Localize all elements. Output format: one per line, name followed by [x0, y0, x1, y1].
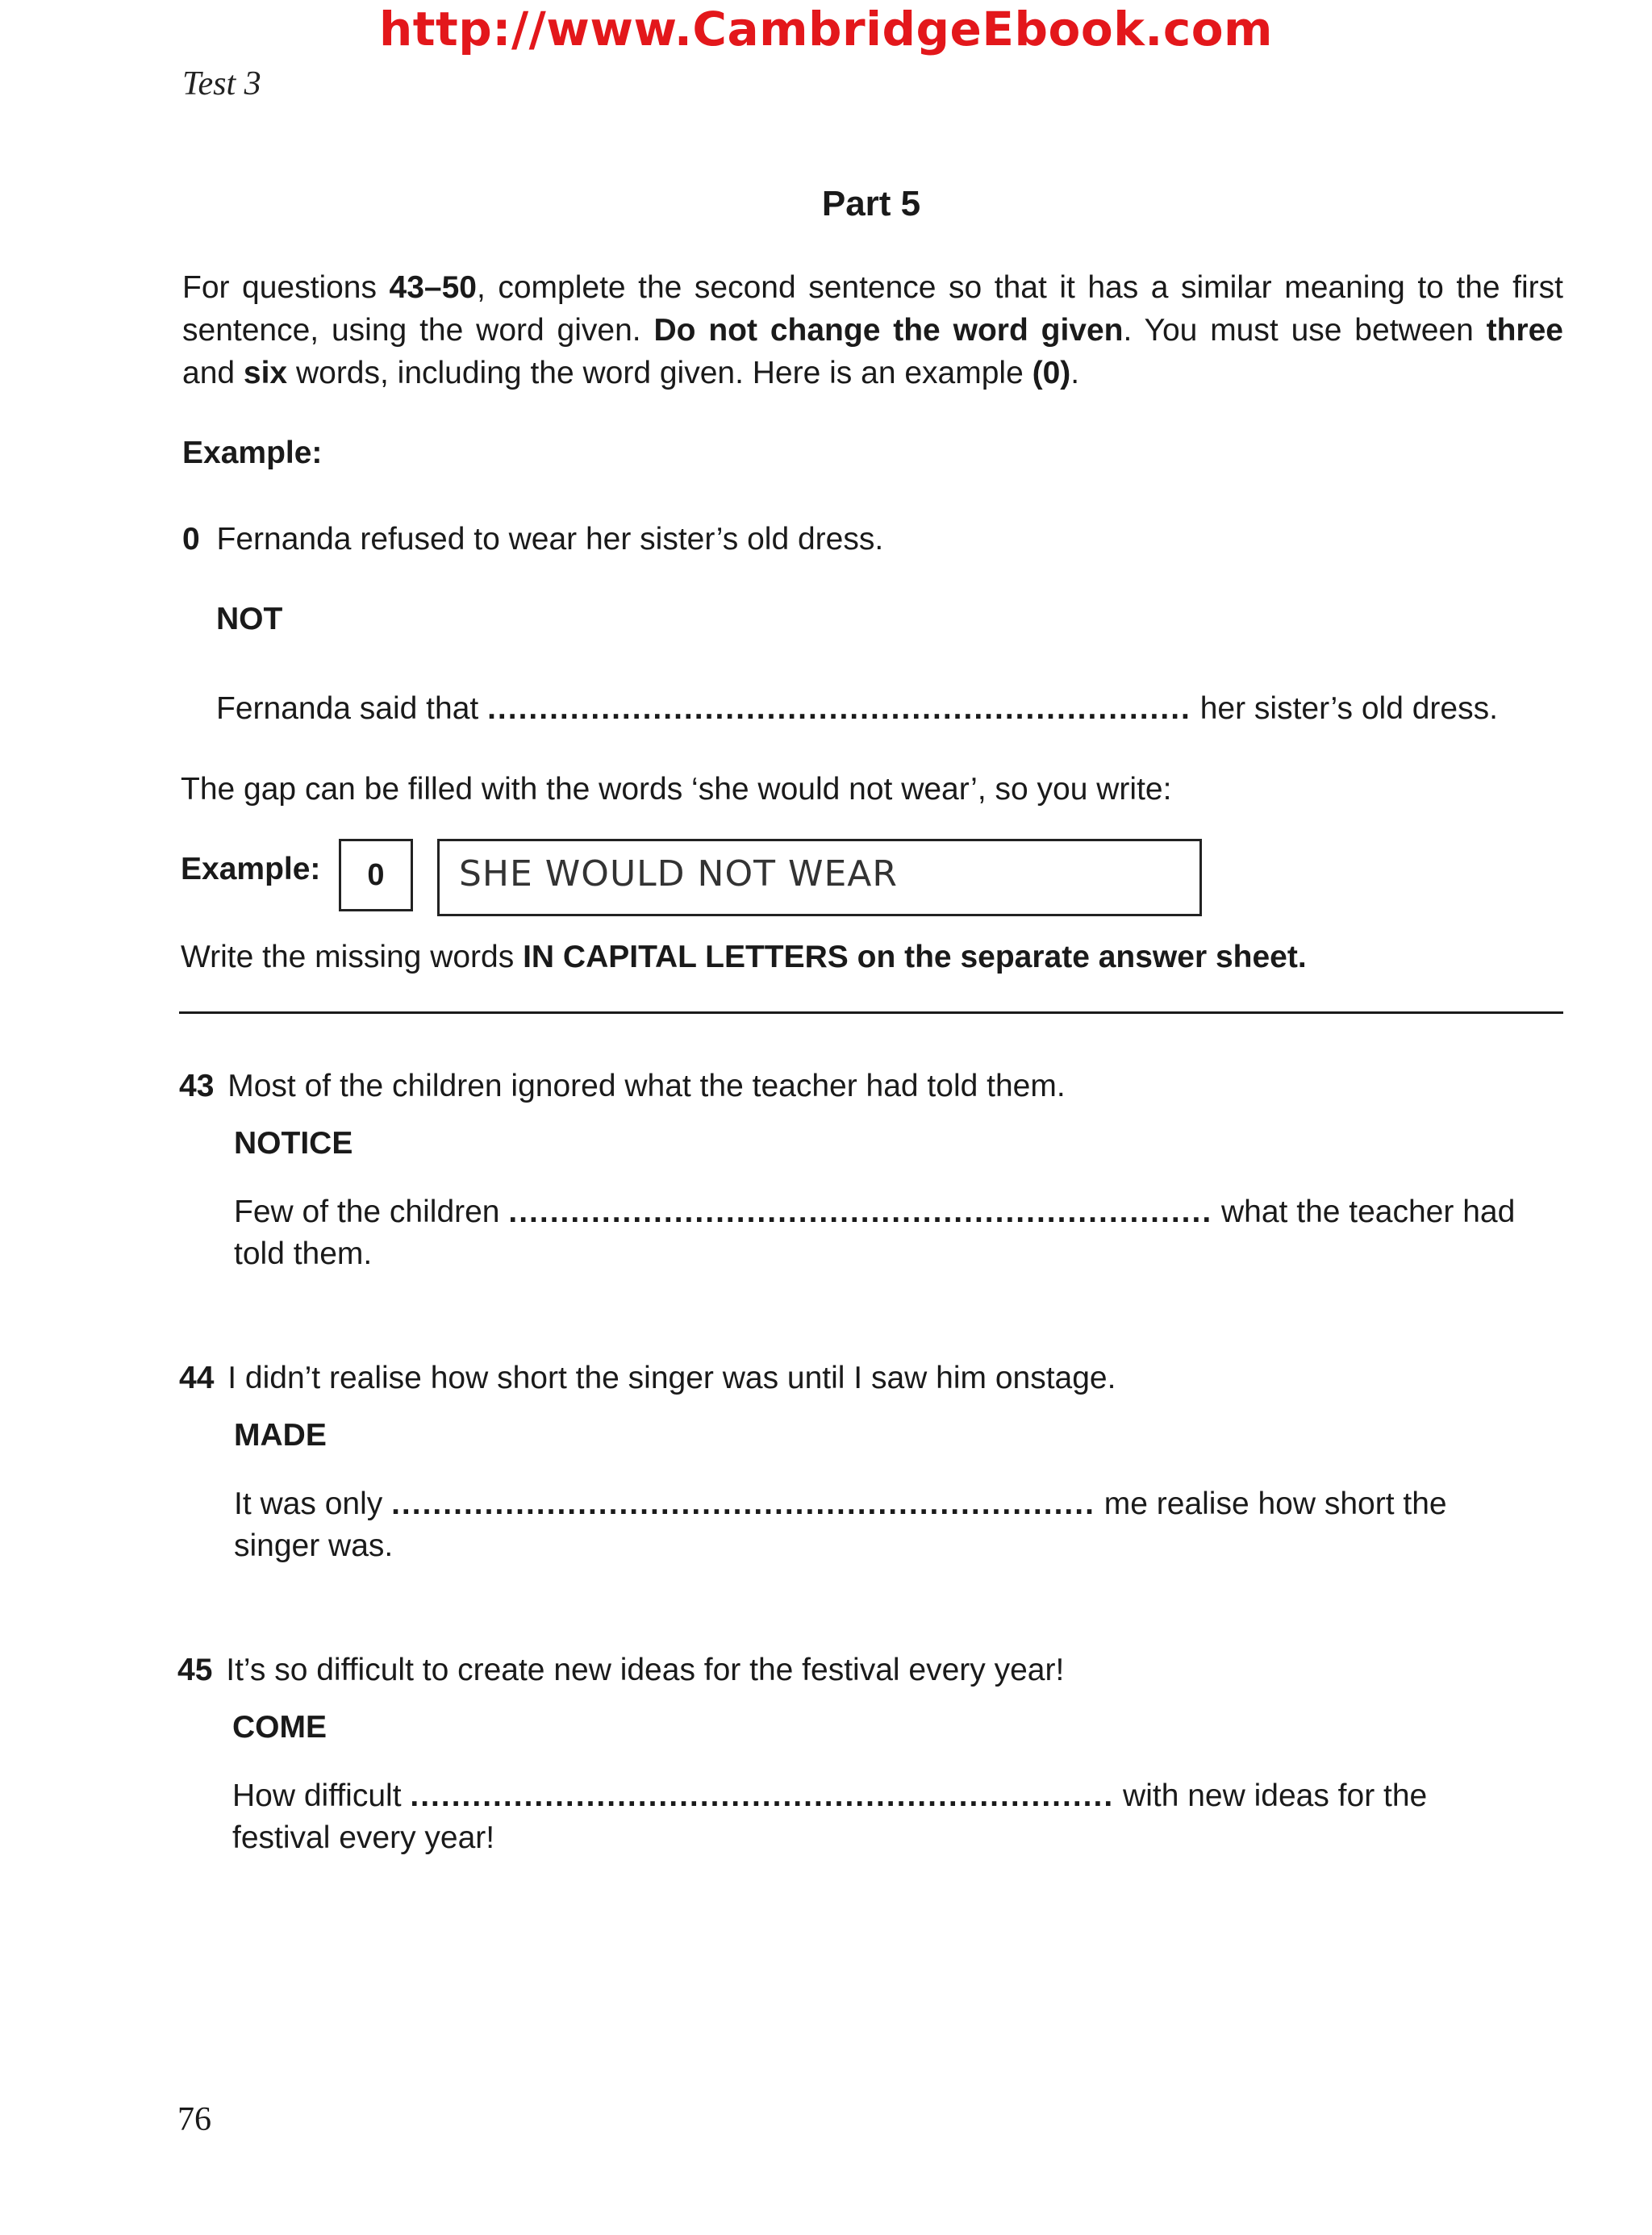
- question-number: 43: [179, 1069, 215, 1103]
- question-45-continuation: festival every year!: [232, 1820, 495, 1855]
- question-number: 44: [179, 1361, 215, 1395]
- question-sentence: Most of the children ignored what the teacher had told them.: [227, 1069, 1066, 1103]
- question-44-continuation: singer was.: [234, 1528, 394, 1563]
- example-gap-end: her sister’s old dress.: [1199, 691, 1498, 726]
- example-answer-box: SHE WOULD NOT WEAR: [437, 839, 1202, 916]
- gap-start: It was only: [234, 1487, 383, 1521]
- question-sentence: I didn’t realise how short the singer was until I saw him onstage.: [227, 1361, 1116, 1395]
- example-heading: Example:: [182, 436, 323, 470]
- answer-gap-dots: ....................................................................: [508, 1195, 1213, 1229]
- page-number: 76: [177, 2101, 211, 2138]
- instructions-text: and: [182, 356, 244, 390]
- instructions: [182, 266, 1563, 394]
- question-45-gap-line: [232, 1774, 1427, 1817]
- question-44-keyword: MADE: [234, 1418, 327, 1453]
- question-44-sentence-line: [179, 1357, 1116, 1399]
- question-43-keyword: NOTICE: [234, 1126, 353, 1161]
- gap-start: How difficult: [232, 1778, 402, 1813]
- write-instruction-text: Write the missing words: [181, 940, 524, 974]
- gap-end: me realise how short the: [1103, 1487, 1447, 1521]
- instructions-text: words, including the word given. Here is an example: [287, 356, 1032, 390]
- instructions-text: . You must use between: [1123, 313, 1487, 348]
- answer-gap-dots: ....................................................................: [391, 1487, 1095, 1521]
- example-keyword: NOT: [216, 602, 283, 636]
- question-43-continuation: told them.: [234, 1236, 373, 1271]
- write-instruction-emphasis: IN CAPITAL LETTERS on the separate answer sheet.: [523, 940, 1307, 974]
- question-43-sentence-line: [179, 1065, 1066, 1107]
- example-box-label: Example:: [181, 852, 321, 886]
- example-box-number: 0: [339, 839, 413, 911]
- instructions-text: , complete the second sentence so that it has a similar meaning to the first sentence, using the word given.: [182, 270, 1563, 348]
- source-url: http://www.CambridgeEbook.com: [378, 2, 1273, 56]
- section-divider: [179, 1011, 1563, 1014]
- question-sentence: It’s so difficult to create new ideas for the festival every year!: [226, 1653, 1065, 1687]
- instructions-question-range: 43–50: [389, 270, 477, 305]
- question-45-sentence-line: [177, 1649, 1064, 1691]
- example-sentence-line: [182, 518, 883, 561]
- instructions-emphasis: Do not change the word given: [653, 313, 1124, 348]
- gap-end: what the teacher had: [1221, 1195, 1516, 1229]
- instructions-text: For questions: [182, 270, 390, 305]
- question-45-keyword: COME: [232, 1710, 327, 1745]
- instructions-emphasis: three: [1486, 313, 1563, 348]
- question-43-gap-line: [234, 1190, 1515, 1233]
- gap-end: with new ideas for the: [1123, 1778, 1428, 1813]
- example-sentence: Fernanda refused to wear her sister’s old dress.: [216, 522, 884, 557]
- question-number: 45: [177, 1653, 213, 1687]
- instructions-emphasis: (0): [1032, 356, 1071, 390]
- running-head: Test 3: [182, 65, 261, 102]
- example-gap-dots: ....................................................................: [487, 691, 1191, 726]
- example-number: 0: [182, 522, 200, 557]
- example-gap-line: [216, 687, 1498, 730]
- example-gap-start: Fernanda said that: [216, 691, 479, 726]
- part-title: Part 5: [821, 184, 921, 223]
- example-explanation: The gap can be filled with the words ‘she would not wear’, so you write:: [181, 772, 1172, 807]
- write-instruction: [181, 936, 1307, 978]
- instructions-emphasis: six: [243, 356, 288, 390]
- instructions-text: .: [1070, 356, 1080, 390]
- gap-start: Few of the children: [234, 1195, 500, 1229]
- answer-gap-dots: ....................................................................: [410, 1778, 1115, 1813]
- question-44-gap-line: [234, 1482, 1447, 1525]
